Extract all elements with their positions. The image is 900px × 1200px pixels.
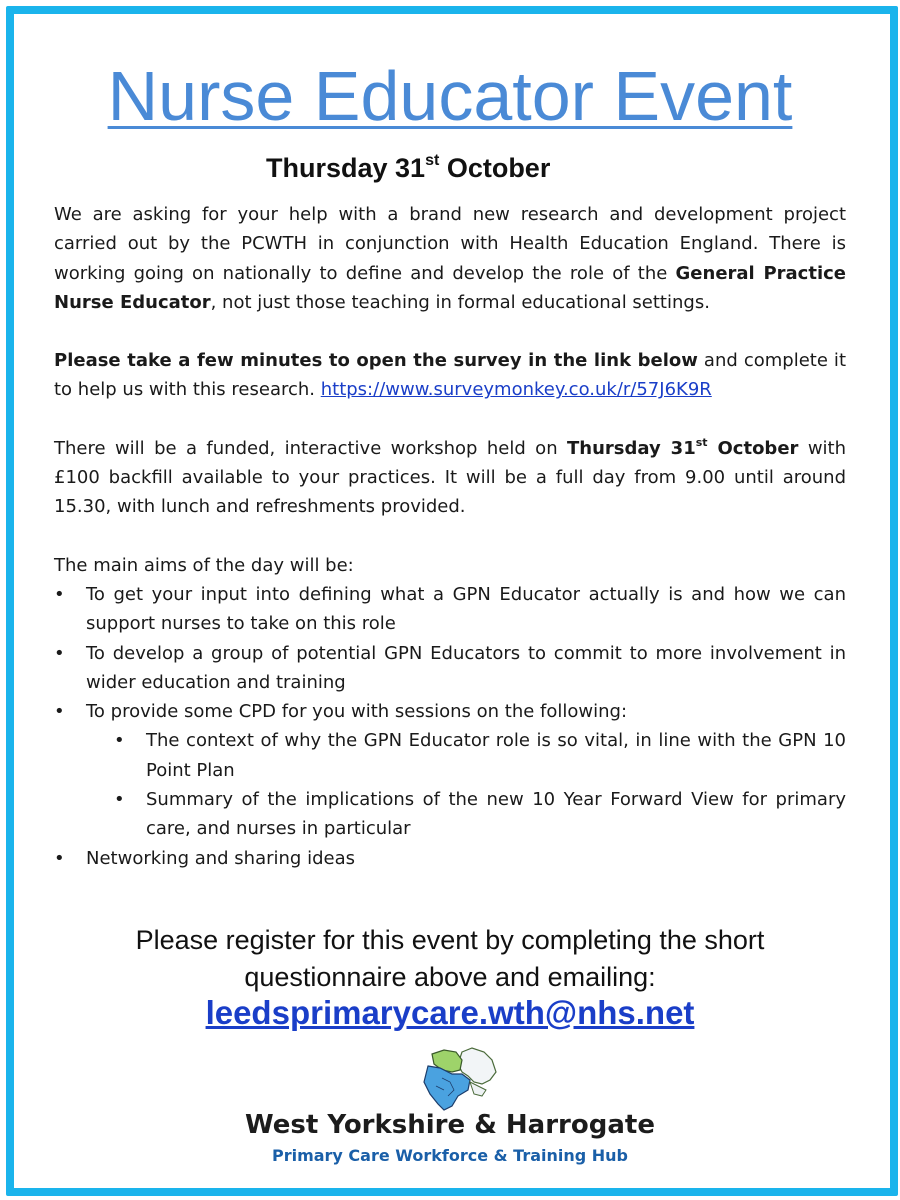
intro-paragraph xyxy=(54,200,846,317)
survey-text: and complete it to help us with this research. xyxy=(54,350,846,401)
register-line-1: Please register for this event by completing the short xyxy=(135,925,765,955)
aim-item: • To develop a group of potential GPN Educators to commit to more involvement in wider education and training xyxy=(54,639,846,698)
workshop-date-prefix: Thursday 31 xyxy=(567,437,696,459)
register-text xyxy=(0,922,900,996)
aims-intro: The main aims of the day will be: xyxy=(54,554,354,576)
workshop-paragraph xyxy=(54,434,846,522)
sub-aims-list xyxy=(114,726,846,843)
workshop-text-end: with £100 backfill available to your practices. It will be a full day from 9.00 until around 15.30, with lunch and refreshments provided. xyxy=(54,437,847,518)
aim-item: • Networking and sharing ideas xyxy=(54,844,846,873)
survey-paragraph xyxy=(54,346,846,405)
aims-list-end xyxy=(54,844,846,873)
body-text xyxy=(54,200,846,873)
workshop-date xyxy=(567,435,799,459)
intro-text-end: , not just those teaching in formal educational settings. xyxy=(210,291,710,313)
survey-link[interactable]: https://www.surveymonkey.co.uk/r/57J6K9R xyxy=(320,379,712,401)
workshop-date-sup: st xyxy=(695,435,708,449)
email-link[interactable]: leedsprimarycare.wth@nhs.net xyxy=(205,994,695,1031)
event-date xyxy=(266,152,550,184)
date-suffix: st xyxy=(425,152,440,169)
aims-list xyxy=(54,580,846,726)
sub-aim-item: • Summary of the implications of the new 10 Year Forward View for primary care, and nurses in particular xyxy=(114,785,846,844)
workshop-date-month: October xyxy=(707,437,799,459)
org-name: West Yorkshire & Harrogate xyxy=(245,1110,655,1140)
intro-text: We are asking for your help with a brand new research and development project carried out by the PCWTH in conjunction with Health Education England. There is working going on nationally to define and develop the role of the xyxy=(54,204,846,284)
survey-bold: Please take a few minutes to open the survey in the link below xyxy=(54,350,698,372)
date-month: October xyxy=(446,153,551,183)
aim-item: • To provide some CPD for you with sessions on the following: xyxy=(54,697,846,726)
sub-aim-item: • The context of why the GPN Educator role is so vital, in line with the GPN 10 Point Plan xyxy=(114,726,846,785)
region-map-logo xyxy=(418,1046,498,1112)
date-prefix: Thursday 31 xyxy=(266,153,426,183)
workshop-text: There will be a funded, interactive workshop held on xyxy=(54,437,568,459)
intro-bold: General Practice Nurse Educator xyxy=(54,262,846,313)
aim-item: • To get your input into defining what a GPN Educator actually is and how we can support nurses to take on this role xyxy=(54,580,846,639)
register-line-2: questionnaire above and emailing: xyxy=(244,962,656,992)
org-subtitle: Primary Care Workforce & Training Hub xyxy=(271,1146,629,1165)
page-title: Nurse Educator Event xyxy=(107,57,793,135)
